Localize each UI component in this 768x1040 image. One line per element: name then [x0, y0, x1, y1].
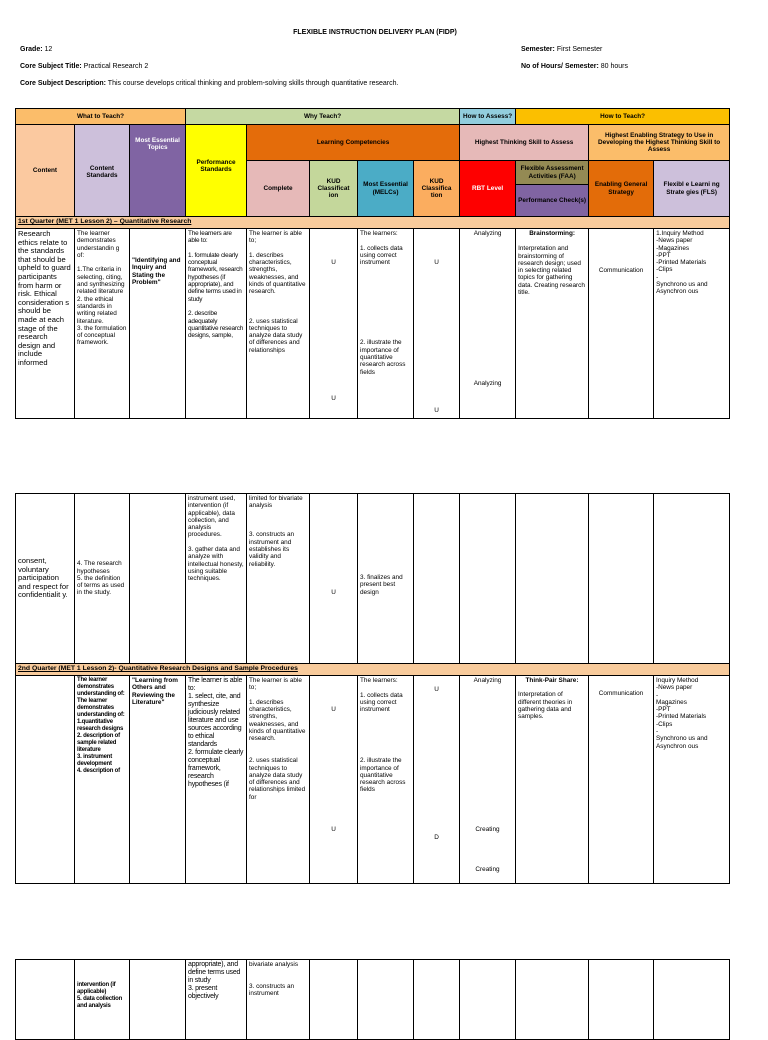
highest-enabling-header: Highest Enabling Strategy to Use in Developing the Highest Thinking Skill to Assess — [589, 125, 730, 161]
q2-faa-body: Interpretation of different theories in gathering data and samples. — [518, 691, 573, 721]
fidp-table-q1-continued — [15, 493, 730, 884]
grade-value: 12 — [44, 46, 53, 53]
q1-content-row — [16, 229, 730, 419]
q2-standards-cell: The learner demonstrates understanding of: The learner demonstrates understanding of: 1.quantitative research designs 2. description of sample related literature 3. instrument development 4. description of — [75, 676, 130, 884]
q2-kud2-cell — [414, 676, 460, 884]
q2-faa-title: Think-Pair Share: — [525, 677, 579, 684]
q1b-melcs-cell: 3. finalizes and present best design — [358, 494, 414, 664]
grade-label: Grade: — [20, 46, 43, 53]
document-title: FLEXIBLE INSTRUCTION DELIVERY PLAN (FIDP) — [293, 29, 457, 36]
why-teach-header: Why Teach? — [186, 109, 460, 125]
q1-kud2-a: U — [434, 259, 439, 266]
q1-kud2-b: U — [434, 407, 439, 414]
quarter-2-row — [16, 664, 730, 676]
q1-melcs-cell: The learners: 1. collects data using correct instrument 2. illustrate the importance of quantitative research across fields — [358, 229, 414, 419]
q2-kud2-a: U — [434, 686, 439, 693]
q2b-content-cell — [16, 960, 75, 1040]
how-to-teach-header: How to Teach? — [516, 109, 730, 125]
q2b-performance-cell: appropriate), and define terms used in study 3. present objectively — [186, 960, 247, 1040]
q1-content-cell: Research ethics relate to the standards that should be upheld to guard participants from harm or risk. Ethical consideration s should be made at each stage of the research design and include informed — [16, 229, 75, 419]
q1b-topics-cell — [130, 494, 186, 664]
q1-topics-cell: "Identifying and Inquiry and Stating the Problem" — [130, 229, 186, 419]
q2-kud1-a: U — [331, 706, 336, 713]
q2b-standards-cell: intervention (if applicable) 5. data collection and analysis — [75, 960, 130, 1040]
melcs-header: Most Essential (MELCs) — [358, 161, 414, 217]
q2-melcs-cell: The learners: 1. collects data using correct instrument 2. illustrate the importance of quantitative research across fields — [358, 676, 414, 884]
q1-kud1-a: U — [331, 259, 336, 266]
quarter-1-title: 1st Quarter (MET 1 Lesson 2) – Quantitative Research — [16, 217, 730, 229]
grade-line — [20, 45, 52, 54]
q2-enabling-cell: Communication — [589, 676, 654, 884]
subject-title-line — [20, 62, 148, 71]
hours-value: 80 hours — [600, 63, 628, 70]
content-standards-header: Content Standards — [75, 125, 130, 217]
header-row-2 — [16, 125, 730, 161]
q2b-kud2-cell — [414, 960, 460, 1040]
q2b-topics-cell — [130, 960, 186, 1040]
q1b-complete-cell: limited for bivariate analysis 3. constructs an instrument and establishes its validity and reliability. — [247, 494, 310, 664]
hours-label: No of Hours/ Semester: — [521, 63, 599, 70]
header-row-1 — [16, 109, 730, 125]
q1-complete-cell: The learner is able to; 1. describes characteristics, strengths, weaknesses, and kinds of quantitative research. 2. uses statistical techniques to analyze data study of differences and relationships — [247, 229, 310, 419]
q2b-complete-cell: bivariate analysis 3. constructs an instrument — [247, 960, 310, 1040]
fls-header: Flexibl e Learni ng Strate gies (FLS) — [654, 161, 730, 217]
faa-header: Flexible Assessment Activities (FAA) — [516, 161, 589, 185]
q1b-enabling-cell — [589, 494, 654, 664]
how-to-assess-header: How to Assess? — [460, 109, 516, 125]
q1b-standards-cell: 4. The research hypotheses 5. the definition of terms as used in the study. — [75, 494, 130, 664]
quarter-2-title: 2nd Quarter (MET 1 Lesson 2)- Quantitative Research Designs and Sample Procedures — [16, 664, 730, 676]
q1-faa-body: Interpretation and brainstorming of research design; used in selecting related topics for gathering data. Creating research title. — [518, 245, 585, 297]
q1-rbt-b: Analyzing — [473, 380, 502, 387]
q2-kud1-cell — [310, 676, 358, 884]
performance-standards-header: Performance Standards — [186, 125, 247, 217]
q1-standards-cell: The learner demonstrates understandin g of: 1.The criteria in selecting, citing, and synthesizing related literature 2. the ethical standards in writing related literature. 3. the formulation of conceptual framework. — [75, 229, 130, 419]
q2b-kud1-cell — [310, 960, 358, 1040]
q2b-rbt-cell — [460, 960, 516, 1040]
q1b-fls-cell — [654, 494, 730, 664]
q1b-performance-cell: instrument used, intervention (if applicable), data collection, and analysis procedures. 3. gather data and analyze with intellectual honesty, using suitable techniques. — [186, 494, 247, 664]
q1-faa-cell — [516, 229, 589, 419]
what-to-teach-header: What to Teach? — [16, 109, 186, 125]
q2-complete-cell: The learner is able to; 1. describes characteristics, strengths, weaknesses, and kinds of quantitative research. 2. uses statistical techniques to analyze data study of differences and relationships limited for — [247, 676, 310, 884]
q1-rbt-a: Analyzing — [473, 230, 502, 237]
q1-enabling-cell: Communication — [589, 229, 654, 419]
q1-performance-cell: The learners are able to: 1. formulate clearly conceptual framework, research hypotheses (if appropriate), and define terms used in study 2. describe adequately quantitative research designs, sample, — [186, 229, 247, 419]
q1-fls-cell: 1.Inquiry Method -News paper -Magazines -PPT -Printed Materials -Clips - Synchrono us and Asynchron ous — [654, 229, 730, 419]
complete-header: Complete — [247, 161, 310, 217]
highest-thinking-header: Highest Thinking Skill to Assess — [460, 125, 589, 161]
q1b-row — [16, 494, 730, 664]
q2-rbt-c: Creating — [475, 866, 500, 873]
fidp-table-q1 — [15, 108, 730, 419]
q2-rbt-b: Creating — [475, 826, 500, 833]
subject-title-value: Practical Research 2 — [83, 63, 149, 70]
q2-kud2-b: D — [434, 834, 439, 841]
q1-kud2-cell — [414, 229, 460, 419]
q2b-row — [16, 960, 730, 1040]
q2-fls-cell: Inquiry Method -News paper - Magazines -PPT -Printed Materials -Clips - Synchrono us and Asynchron ous — [654, 676, 730, 884]
q2b-enabling-cell — [589, 960, 654, 1040]
q2-topics-cell: "Learning from Others and Reviewing the Literature" — [130, 676, 186, 884]
kud-classification-header: KUD Classificat ion — [310, 161, 358, 217]
q2-faa-cell — [516, 676, 589, 884]
q1-rbt-cell — [460, 229, 516, 419]
description-line — [20, 79, 398, 88]
q1b-content-cell: consent, voluntary participation and respect for confidentialit y. — [16, 494, 75, 664]
semester-value: First Semester — [556, 46, 603, 53]
hours-line — [521, 62, 628, 71]
q2-content-cell — [16, 676, 75, 884]
subject-title-label: Core Subject Title: — [20, 63, 82, 70]
q1b-kud2-cell — [414, 494, 460, 664]
q2-rbt-a: Analyzing — [473, 677, 502, 684]
q1b-rbt-cell — [460, 494, 516, 664]
quarter-1-row — [16, 217, 730, 229]
semester-line — [521, 45, 602, 54]
description-label: Core Subject Description: — [20, 80, 106, 87]
kud-classification-2-header: KUD Classifica tion — [414, 161, 460, 217]
q2b-fls-cell — [654, 960, 730, 1040]
learning-competencies-header: Learning Competencies — [247, 125, 460, 161]
fidp-table-q2-continued — [15, 959, 730, 1040]
q1-kud1-cell — [310, 229, 358, 419]
q2-rbt-cell — [460, 676, 516, 884]
q2b-faa-cell — [516, 960, 589, 1040]
q2-kud1-b: U — [331, 826, 336, 833]
rbt-level-header: RBT Level — [460, 161, 516, 217]
most-essential-topics-header: Most Essential Topics — [130, 125, 186, 217]
semester-label: Semester: — [521, 46, 555, 53]
q2-performance-cell: The learner is able to: 1. select, cite, and synthesize judiciously related literature and use sources according to ethical standards 2. formulate clearly conceptual framework, research hypotheses (if — [186, 676, 247, 884]
content-header: Content — [16, 125, 75, 217]
q2b-melcs-cell — [358, 960, 414, 1040]
enabling-general-header: Enabling General Strategy — [589, 161, 654, 217]
q1-kud1-b: U — [331, 395, 336, 402]
q1b-kud1-cell: U — [310, 494, 358, 664]
q1-faa-title: Brainstorming: — [529, 230, 575, 237]
performance-check-header: Performance Check(s) — [516, 185, 589, 217]
q1b-faa-cell — [516, 494, 589, 664]
description-value: This course develops critical thinking and problem-solving skills through quantitative research. — [107, 80, 399, 87]
q2-content-row — [16, 676, 730, 884]
